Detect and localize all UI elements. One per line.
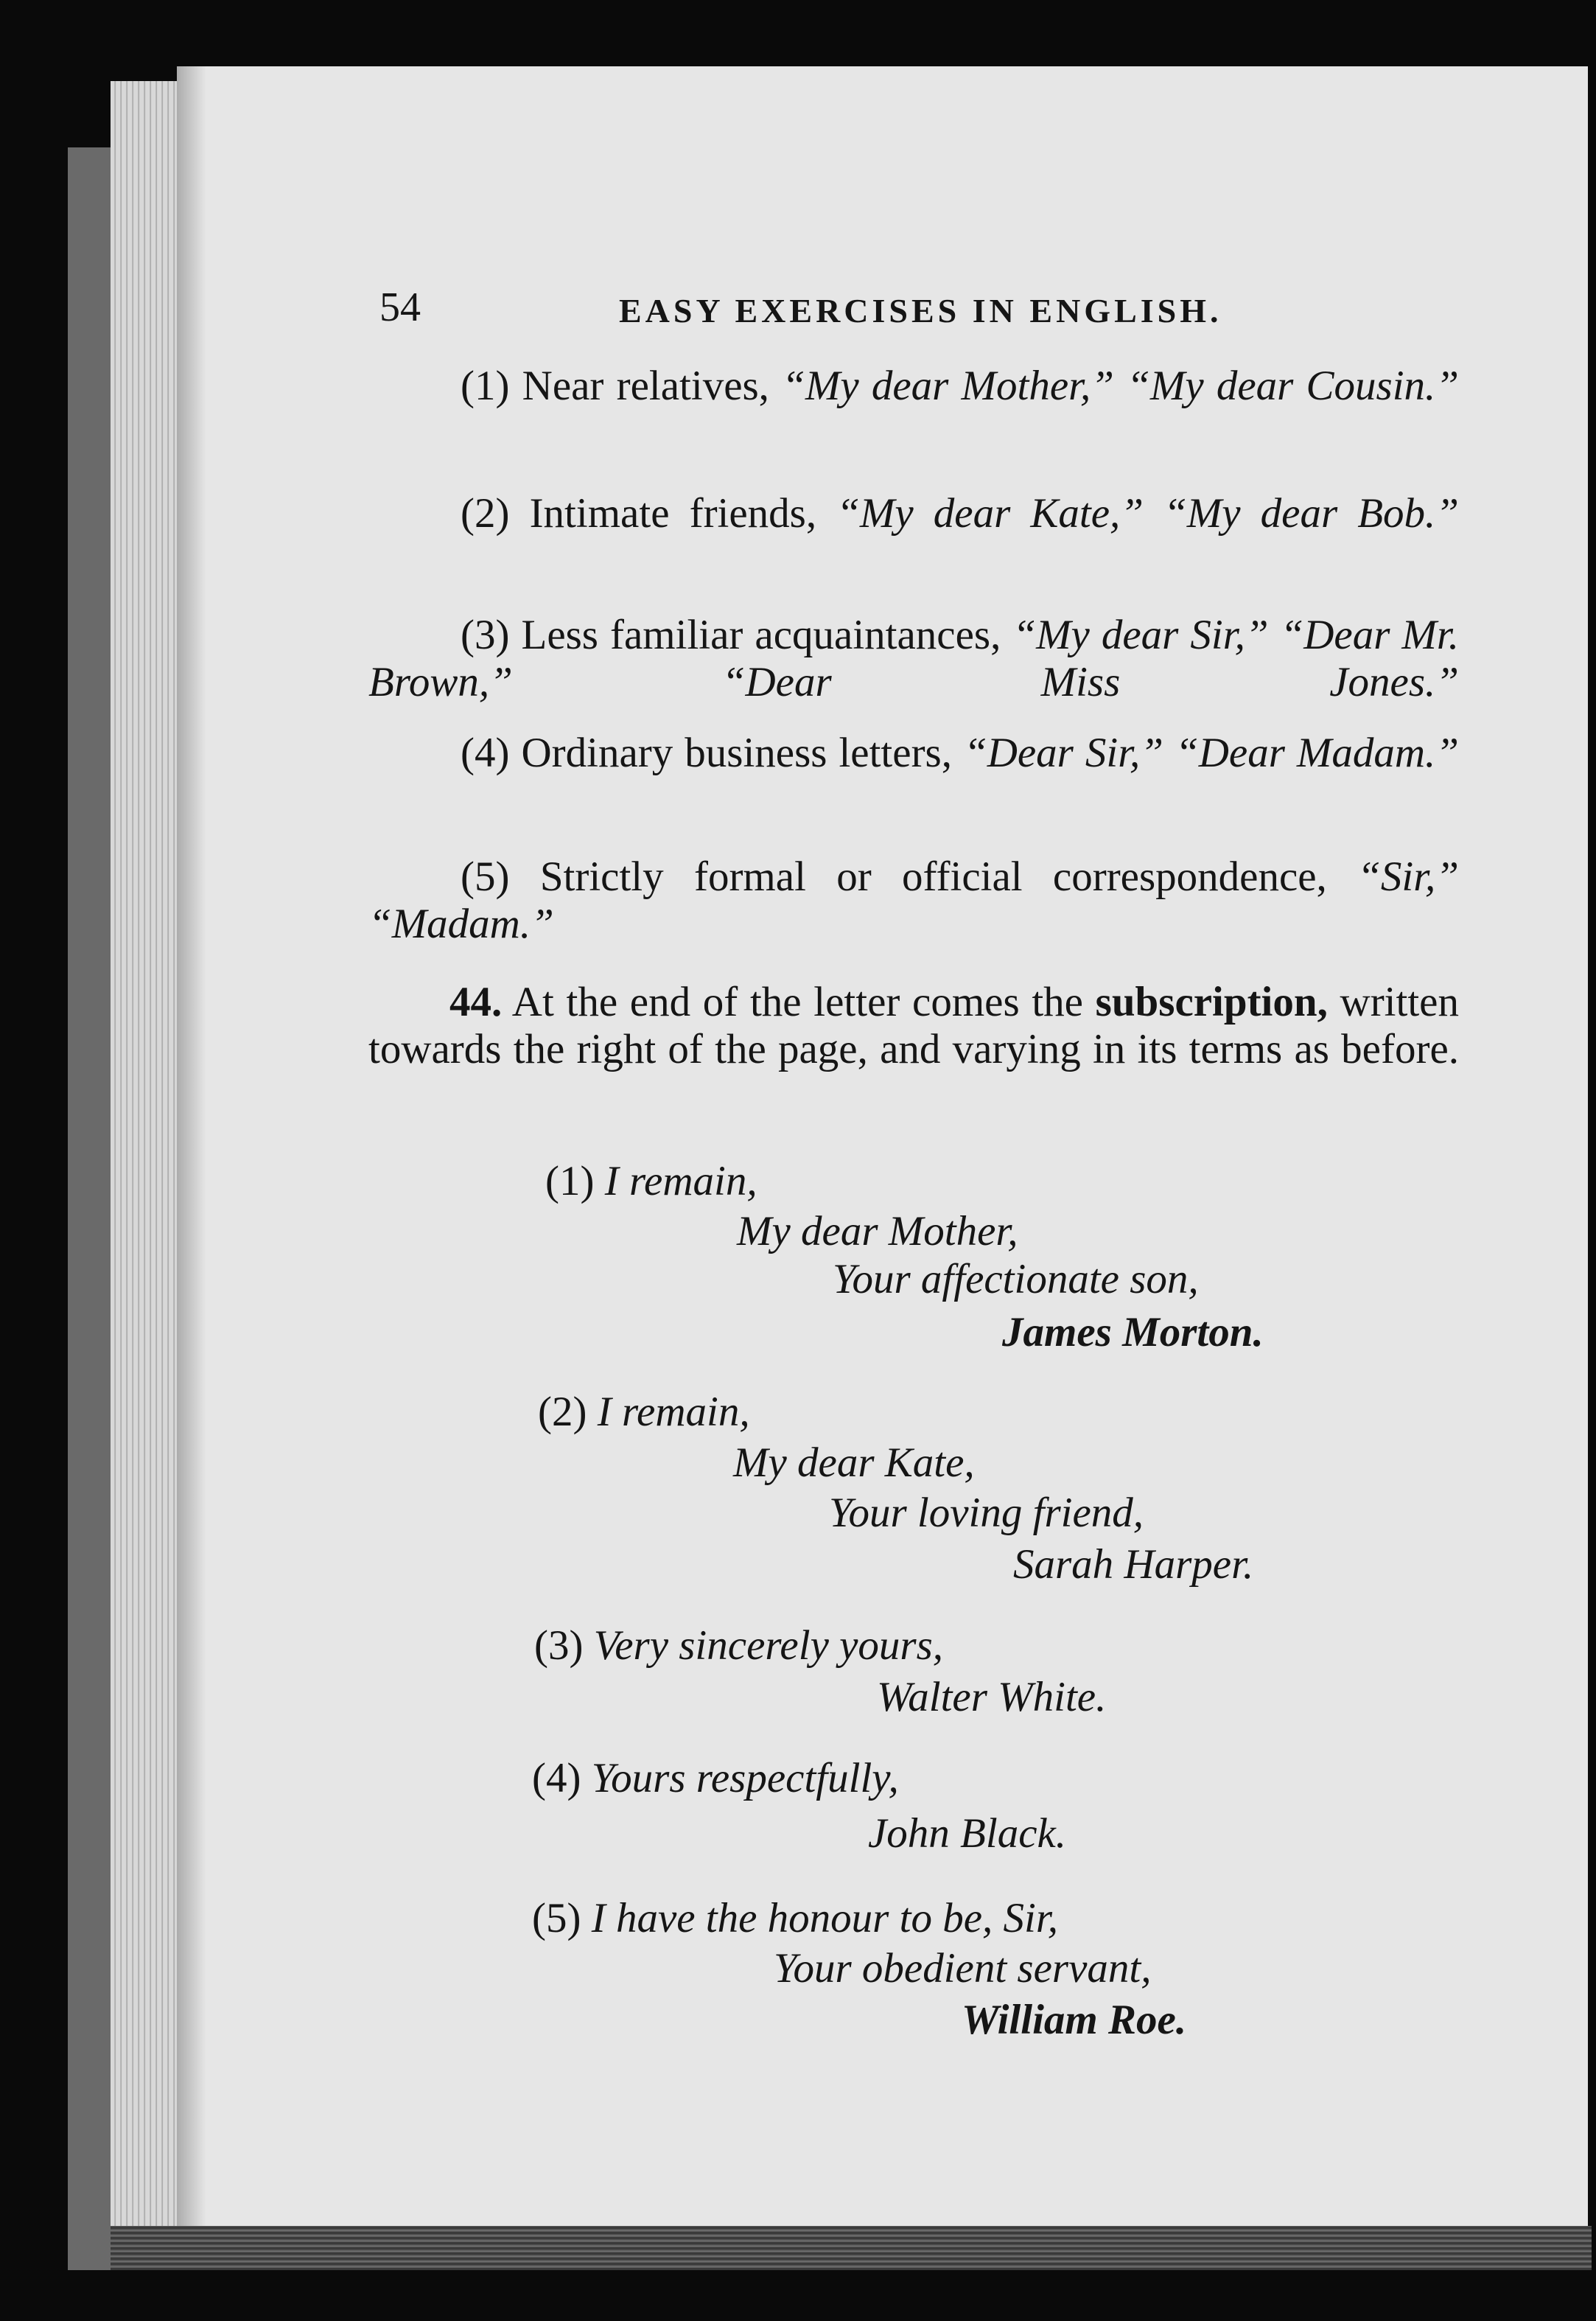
bold-term: subscription, [1095,979,1328,1025]
paragraph-44: 44. At the end of the letter comes the subscription, written towards the right of the page, and varying in its terms as before. [368,979,1459,1072]
salutation-item-2: (2) Intimate friends, “My dear Kate,” “My dear Bob.” [461,490,1459,537]
gutter-shadow [177,66,206,2270]
salutation-item-1: (1) Near relatives, “My dear Mother,” “My dear Cousin.” [461,363,1459,409]
page-bottom-edges [111,2226,1592,2270]
salutation-item-3: (3) Less familiar acquaintances, “My dear Sir,” “Dear Mr. Brown,” “Dear Miss Jones.” [368,612,1460,705]
salutation-item-4: (4) Ordinary business letters, “Dear Sir,” “Dear Madam.” [461,730,1459,776]
salutation-item-5: (5) Strictly formal or official correspondence, “Sir,” “Madam.” [368,854,1460,947]
page-header [379,284,1455,335]
page-number: 54 [379,285,421,330]
section-number: 44. [449,979,503,1025]
running-title: EASY EXERCISES IN ENGLISH. [619,292,1222,329]
